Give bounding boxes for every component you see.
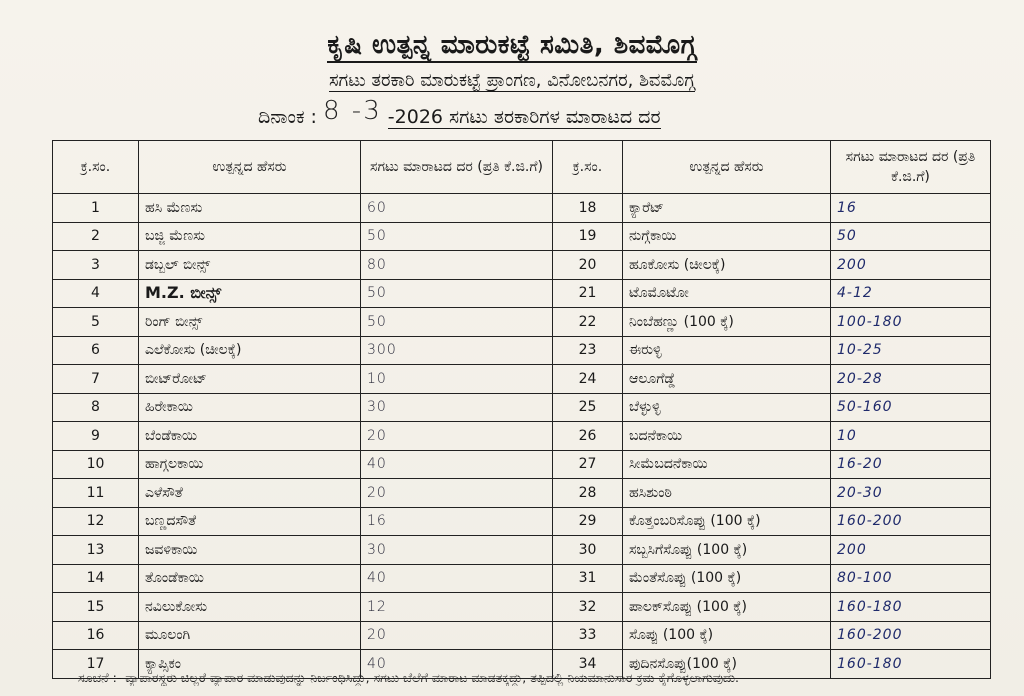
- serial-cell: 13: [53, 536, 139, 565]
- serial-cell: 14: [53, 564, 139, 593]
- table-row: [53, 194, 991, 223]
- date-label: ದಿನಾಂಕ :: [258, 106, 317, 128]
- serial-cell: 28: [553, 479, 623, 508]
- price-cell: 16: [361, 507, 553, 536]
- price-cell: 20: [361, 621, 553, 650]
- header-serial-left: ಕ್ರ.ಸಂ.: [53, 141, 139, 194]
- serial-cell: 2: [53, 222, 139, 251]
- price-cell: 200: [831, 251, 991, 280]
- serial-cell: 16: [53, 621, 139, 650]
- product-name-cell: ನುಗ್ಗೆಕಾಯಿ: [623, 222, 831, 251]
- price-cell: 40: [361, 450, 553, 479]
- product-name-cell: ಎಲೆಕೋಸು (ಚೀಲಕ್ಕೆ): [139, 336, 361, 365]
- serial-cell: 21: [553, 279, 623, 308]
- date-line: [258, 96, 661, 130]
- product-name-cell: ಕ್ಯಾರೆಟ್: [623, 194, 831, 223]
- product-name-cell: ಬಜ್ಜಿ ಮೆಣಸು: [139, 222, 361, 251]
- serial-cell: 34: [553, 650, 623, 679]
- price-cell: 50: [361, 222, 553, 251]
- product-name-cell: ಬೆಳ್ಳುಳ್ಳಿ: [623, 393, 831, 422]
- header-price-left: ಸಗಟು ಮಾರಾಟದ ದರ (ಪ್ರತಿ ಕೆ.ಜಿ.ಗೆ): [361, 141, 553, 194]
- price-cell: 200: [831, 536, 991, 565]
- table-row: [53, 536, 991, 565]
- price-cell: 40: [361, 564, 553, 593]
- table-row: [53, 365, 991, 394]
- serial-cell: 17: [53, 650, 139, 679]
- price-cell: 30: [361, 536, 553, 565]
- product-name-cell: ಜವಳಿಕಾಯಿ: [139, 536, 361, 565]
- serial-cell: 9: [53, 422, 139, 451]
- price-cell: 20-28: [831, 365, 991, 394]
- product-name-cell: ಬೆಂಡೆಕಾಯಿ: [139, 422, 361, 451]
- product-name-cell: ಬಣ್ಣದಸೌತೆ: [139, 507, 361, 536]
- table-row: [53, 450, 991, 479]
- price-cell: 100-180: [831, 308, 991, 337]
- serial-cell: 33: [553, 621, 623, 650]
- table-row: [53, 222, 991, 251]
- price-cell: 160-180: [831, 593, 991, 622]
- product-name-cell: ಹಾಗ್ಗಲಕಾಯಿ: [139, 450, 361, 479]
- price-cell: 40: [361, 650, 553, 679]
- serial-cell: 24: [553, 365, 623, 394]
- product-name-cell: ನಿಂಬೆಹಣ್ಣು (100 ಕ್ಕೆ): [623, 308, 831, 337]
- price-cell: 12: [361, 593, 553, 622]
- serial-cell: 11: [53, 479, 139, 508]
- price-cell: 160-200: [831, 621, 991, 650]
- header-product-left: ಉತ್ಪನ್ನದ ಹೆಸರು: [139, 141, 361, 194]
- product-name-cell: ಡಬ್ಬಲ್ ಬೀನ್ಸ್: [139, 251, 361, 280]
- serial-cell: 32: [553, 593, 623, 622]
- serial-cell: 29: [553, 507, 623, 536]
- product-name-cell: ನವಿಲುಕೋಸು: [139, 593, 361, 622]
- serial-cell: 4: [53, 279, 139, 308]
- table-row: [53, 593, 991, 622]
- serial-cell: 18: [553, 194, 623, 223]
- product-name-cell: ಎಳೆಸೌತೆ: [139, 479, 361, 508]
- product-name-cell: ತೊಂಡೆಕಾಯಿ: [139, 564, 361, 593]
- product-name-cell: ಈರುಳ್ಳಿ: [623, 336, 831, 365]
- product-name-cell: ಸೊಪ್ಪು (100 ಕ್ಕೆ): [623, 621, 831, 650]
- price-cell: 80-100: [831, 564, 991, 593]
- table-row: [53, 308, 991, 337]
- price-cell: 16-20: [831, 450, 991, 479]
- serial-cell: 15: [53, 593, 139, 622]
- table-row: [53, 479, 991, 508]
- price-cell: 60: [361, 194, 553, 223]
- page-subtitle: ಸಗಟು ತರಕಾರಿ ಮಾರುಕಟ್ಟೆ ಪ್ರಾಂಗಣ, ವಿನೋಬನಗರ, ಶಿವಮೊಗ್ಗ: [328, 70, 696, 91]
- product-name-cell: ರಿಂಗ್ ಬೀನ್ಸ್: [139, 308, 361, 337]
- serial-cell: 22: [553, 308, 623, 337]
- price-cell: 10: [831, 422, 991, 451]
- product-name-cell: ಪಾಲಕ್‌ಸೊಪ್ಪು (100 ಕ್ಕೆ): [623, 593, 831, 622]
- header-product-right: ಉತ್ಪನ್ನದ ಹೆಸರು: [623, 141, 831, 194]
- product-name-cell: ಹಿರೇಕಾಯಿ: [139, 393, 361, 422]
- serial-cell: 1: [53, 194, 139, 223]
- table-row: [53, 251, 991, 280]
- footnote: ಸೂಚನೆ :- ವ್ಯಾಪಾರಸ್ಥರು ಚಿಲ್ಲರೆ ವ್ಯಾಪಾರ ಮಾಡುವುದನ್ನು ನಿರ್ಬಂಧಿಸಿದ್ದು, ಸಗಟು ಬೆಲೆಗೆ ಮಾರಾಟ ಮಾಡತಕ್ಕದ್ದು, ತಪ್ಪಿದಲ್ಲಿ ನಿಯಮಾನುಸಾರ ಕ್ರಮ ಕೈಗೊಳ್ಳಲಾಗುವುದು.: [78, 670, 740, 685]
- serial-cell: 7: [53, 365, 139, 394]
- product-name-cell: ಪುದಿನಸೊಪ್ಪು(100 ಕ್ಕೆ): [623, 650, 831, 679]
- serial-cell: 10: [53, 450, 139, 479]
- serial-cell: 20: [553, 251, 623, 280]
- table-row: [53, 507, 991, 536]
- product-name-cell: ಸೀಮೆಬದನೆಕಾಯಿ: [623, 450, 831, 479]
- product-name-cell: ಸಬ್ಬಸಿಗೆಸೊಪ್ಪು (100 ಕ್ಕೆ): [623, 536, 831, 565]
- header-serial-right: ಕ್ರ.ಸಂ.: [553, 141, 623, 194]
- price-cell: 30: [361, 393, 553, 422]
- serial-cell: 3: [53, 251, 139, 280]
- product-name-cell: ಟೊಮೊಟೋ: [623, 279, 831, 308]
- product-name-cell: ಹಸಿಶುಂಠಿ: [623, 479, 831, 508]
- price-cell: 10-25: [831, 336, 991, 365]
- date-value: 8 -3: [323, 96, 382, 126]
- product-name-cell: ಬೀಟ್‌ರೋಟ್: [139, 365, 361, 394]
- serial-cell: 23: [553, 336, 623, 365]
- serial-cell: 30: [553, 536, 623, 565]
- price-cell: 16: [831, 194, 991, 223]
- serial-cell: 31: [553, 564, 623, 593]
- table-row: [53, 564, 991, 593]
- table-row: [53, 621, 991, 650]
- price-cell: 10: [361, 365, 553, 394]
- serial-cell: 19: [553, 222, 623, 251]
- price-cell: 50: [831, 222, 991, 251]
- price-cell: 80: [361, 251, 553, 280]
- product-name-cell: ಆಲೂಗೆಡ್ಡೆ: [623, 365, 831, 394]
- rates-table: [52, 140, 991, 679]
- product-name-cell: M.Z. ಬೀನ್ಸ್: [139, 279, 361, 308]
- price-cell: 160-200: [831, 507, 991, 536]
- product-name-cell: ಮೆಂತೆಸೊಪ್ಪು (100 ಕ್ಕೆ): [623, 564, 831, 593]
- table-row: [53, 393, 991, 422]
- product-name-cell: ಹೂಕೋಸು (ಚೀಲಕ್ಕೆ): [623, 251, 831, 280]
- price-cell: 20-30: [831, 479, 991, 508]
- serial-cell: 25: [553, 393, 623, 422]
- product-name-cell: ಕ್ಯಾಪ್ಸಿಕಂ: [139, 650, 361, 679]
- product-name-cell: ಕೊತ್ತಂಬರಿಸೊಪ್ಪು (100 ಕ್ಕೆ): [623, 507, 831, 536]
- serial-cell: 6: [53, 336, 139, 365]
- page-title: ಕೃಷಿ ಉತ್ಪನ್ನ ಮಾರುಕಟ್ಟೆ ಸಮಿತಿ, ಶಿವಮೊಗ್ಗ: [0, 30, 1024, 61]
- table-row: [53, 422, 991, 451]
- price-cell: 50: [361, 279, 553, 308]
- header-price-right: ಸಗಟು ಮಾರಾಟದ ದರ (ಪ್ರತಿ ಕೆ.ಜಿ.ಗೆ): [831, 141, 991, 194]
- serial-cell: 27: [553, 450, 623, 479]
- product-name-cell: ಬದನೆಕಾಯಿ: [623, 422, 831, 451]
- price-cell: 20: [361, 422, 553, 451]
- price-cell: 4-12: [831, 279, 991, 308]
- table-header-row: [53, 141, 991, 194]
- serial-cell: 5: [53, 308, 139, 337]
- price-cell: 50: [361, 308, 553, 337]
- price-cell: 20: [361, 479, 553, 508]
- price-cell: 160-180: [831, 650, 991, 679]
- date-suffix: -2026 ಸಗಟು ತರಕಾರಿಗಳ ಮಾರಾಟದ ದರ: [387, 106, 661, 128]
- price-cell: 300: [361, 336, 553, 365]
- table-row: [53, 279, 991, 308]
- table-row: [53, 336, 991, 365]
- serial-cell: 8: [53, 393, 139, 422]
- product-name-cell: ಹಸಿ ಮೆಣಸು: [139, 194, 361, 223]
- product-name-cell: ಮೂಲಂಗಿ: [139, 621, 361, 650]
- serial-cell: 26: [553, 422, 623, 451]
- price-cell: 50-160: [831, 393, 991, 422]
- serial-cell: 12: [53, 507, 139, 536]
